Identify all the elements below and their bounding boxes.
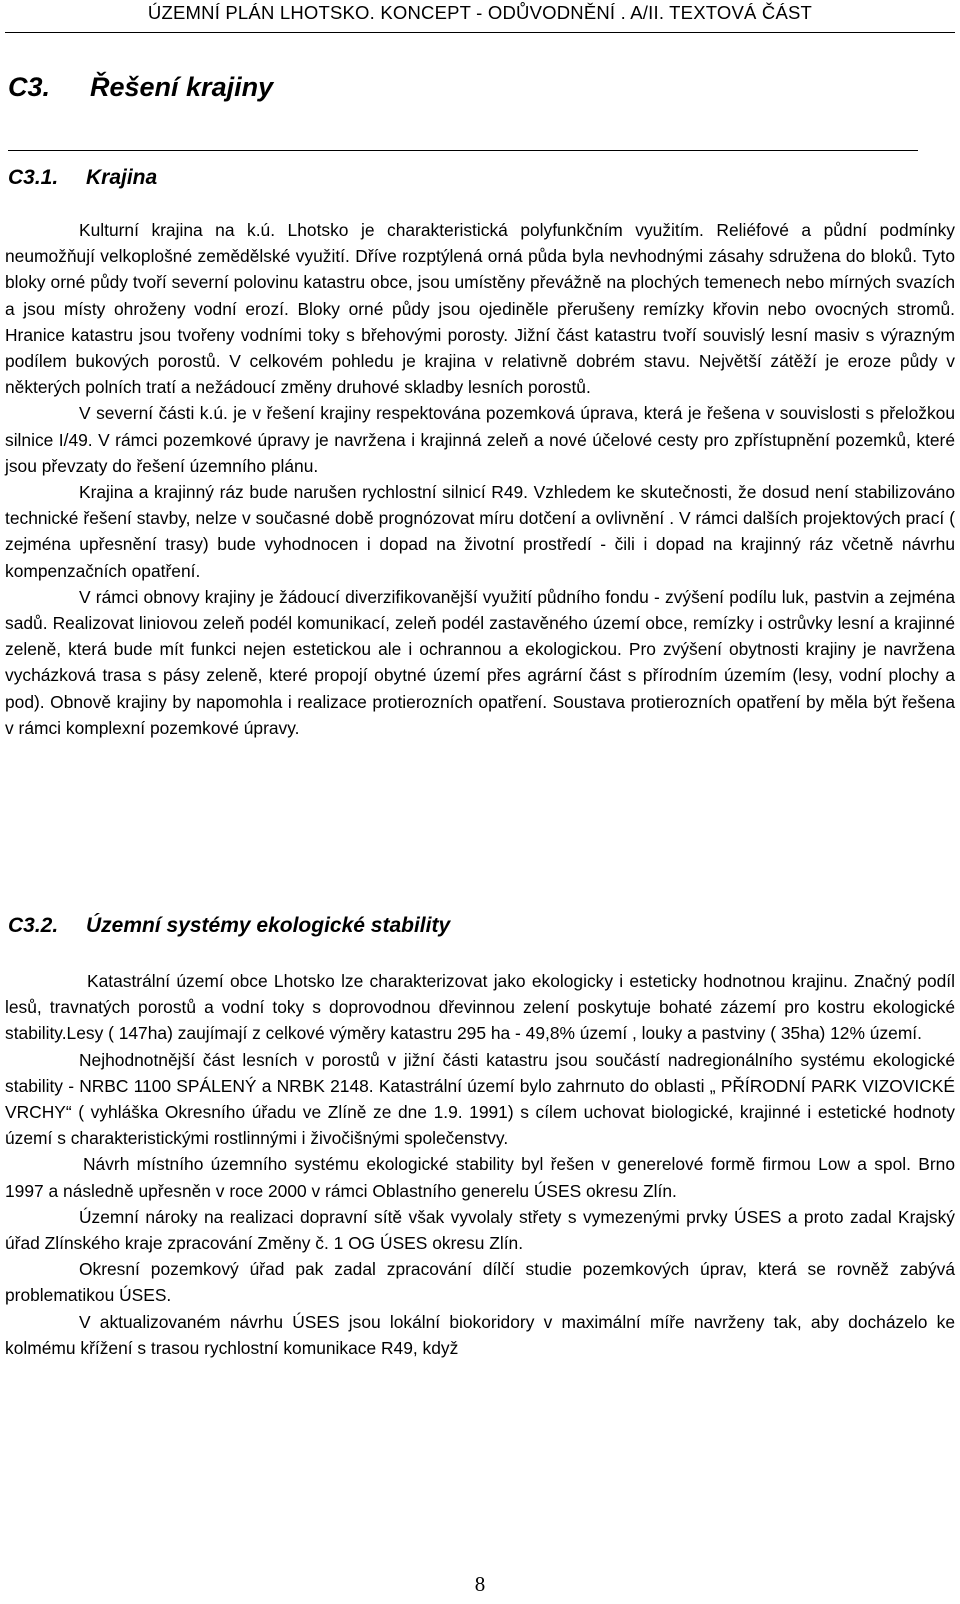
paragraph: Územní nároky na realizaci dopravní sítě však vyvolaly střety s vymezenými prvky ÚSES a proto zadal Krajský úřad Zlínského kraje zpracování Změny č. 1 OG ÚSES okresu Zlín. — [5, 1206, 955, 1254]
chapter-rule — [8, 150, 918, 151]
paragraph: V severní části k.ú. je v řešení krajiny respektována pozemková úprava, která je řešena v souvislosti s přeložkou silnice I/49. V rámci pozemkové úpravy je navržena i krajinná zeleň a nové účelové cesty pro zpřístupnění pozemků, které jsou převzaty do řešení územního plánu. — [5, 403, 955, 476]
section-body-krajina — [5, 217, 955, 741]
paragraph: V rámci obnovy krajiny je žádoucí diverzifikovanější využití půdního fondu - zvýšení podílu luk, pastvin a zejména sadů. Realizovat liniovou zeleň podél komunikací, zeleň podél zastavěného území obce, remízky i ostrůvky lesní a krajinné zeleně, která bude mít funkci nejen estetickou ale i ochrannou a ekologickou. Pro zvýšení obytnosti krajiny je navržena vycházková trasa s pásy zeleně, které propojí obytné území přes agrární část s přírodním územím (lesy, vodní plochy a pod). Obnově krajiny by napomohla i realizace protierozních opatření. Soustava protierozních opatření by měla být řešena v rámci komplexní pozemkové úpravy. — [5, 586, 955, 738]
paragraph: Katastrální území obce Lhotsko lze charakterizovat jako ekologicky i esteticky hodnotnou krajinu. Značný podíl lesů, travnatých porostů a vodní toky s doprovodnou dřevinnou zelení poskytuje bohaté zázemí pro kostru ekologické stability.Lesy ( 147ha) zaujímají z celkové výměry katastru 295 ha - 49,8% území , louky a pastviny ( 35ha) 12% území. — [5, 971, 955, 1044]
section-title: Územní systémy ekologické stability — [86, 914, 451, 937]
section-number: C3.2. — [8, 914, 59, 937]
section-body-uses — [5, 968, 955, 1361]
chapter-title: Řešení krajiny — [90, 72, 274, 102]
section-number: C3.1. — [8, 166, 59, 189]
section-heading-krajina — [8, 166, 157, 190]
paragraph: Návrh místního územního systému ekologické stability byl řešen v generelové formě firmou Low a spol. Brno 1997 a následně upřesněn v roce 2000 v rámci Oblastního generelu ÚSES okresu Zlín. — [5, 1154, 955, 1201]
header-rule — [5, 32, 955, 33]
chapter-number: C3. — [8, 72, 51, 102]
paragraph: V aktualizovaném návrhu ÚSES jsou lokální biokoridory v maximální míře navrženy tak, aby docházelo ke kolmému křížení s trasou rychlostní komunikace R49, když — [5, 1311, 955, 1358]
paragraph: Kulturní krajina na k.ú. Lhotsko je charakteristická polyfunkčním využitím. Reliéfové a půdní podmínky neumožňují velkoplošné zemědělské využití. Dříve rozptýlená orná půda byla nevhodnými zásahy sdružena do bloků. Tyto bloky orné půdy tvoří severní polovinu katastru obce, jsou umístěny převážně na plochých temenech nebo mírných svazích a jsou místy ohroženy vodní erozí. Bloky orné půdy jsou ojediněle přerušeny remízky křovin nebo ovocných stromů. Hranice katastru jsou tvořeny vodními toky s břehovými porosty. Jižní část katastru tvoří souvislý lesní masiv s výrazným podílem bukových porostů. V celkovém pohledu je krajina v relativně dobrém stavu. Největší zátěží je eroze půdy v některých polních tratí a nežádoucí změny druhové skladby lesních porostů. — [5, 220, 955, 398]
paragraph: Okresní pozemkový úřad pak zadal zpracování dílčí studie pozemkových úprav, která se rovněž zabývá problematikou ÚSES. — [5, 1259, 955, 1306]
section-heading-uses — [8, 914, 450, 938]
page-number: 8 — [474, 1572, 486, 1596]
paragraph: Nejhodnotnější část lesních v porostů v jižní části katastru jsou součástí nadregionálního systému ekologické stability - NRBC 1100 SPÁLENÝ a NRBK 2148. Katastrální území bylo zahrnuto do oblasti „ PŘÍRODNÍ PARK VIZOVICKÉ VRCHY“ ( vyhláška Okresního úřadu ve Zlíně ze dne 1.9. 1991) s cílem uchovat biologické, krajinné i estetické hodnoty území s charakteristickými rostlinnými i živočišnými společenstvy. — [5, 1049, 955, 1149]
section-title: Krajina — [86, 166, 158, 189]
chapter-heading — [8, 72, 273, 103]
paragraph: Krajina a krajinný ráz bude narušen rychlostní silnicí R49. Vzhledem ke skutečnosti, že dosud není stabilizováno technické řešení stavby, nelze v současné době prognózovat míru dotčení a ovlivnění . V rámci dalších projektových prací ( zejména upřesnění trasy) bude vyhodnocen i dopad na životní prostředí - čili i dopad na krajinný ráz včetně návrhu kompenzačních opatření. — [5, 482, 955, 581]
running-header: ÚZEMNÍ PLÁN LHOTSKO. KONCEPT - ODŮVODNĚNÍ . A/II. TEXTOVÁ ČÁST — [147, 2, 813, 23]
